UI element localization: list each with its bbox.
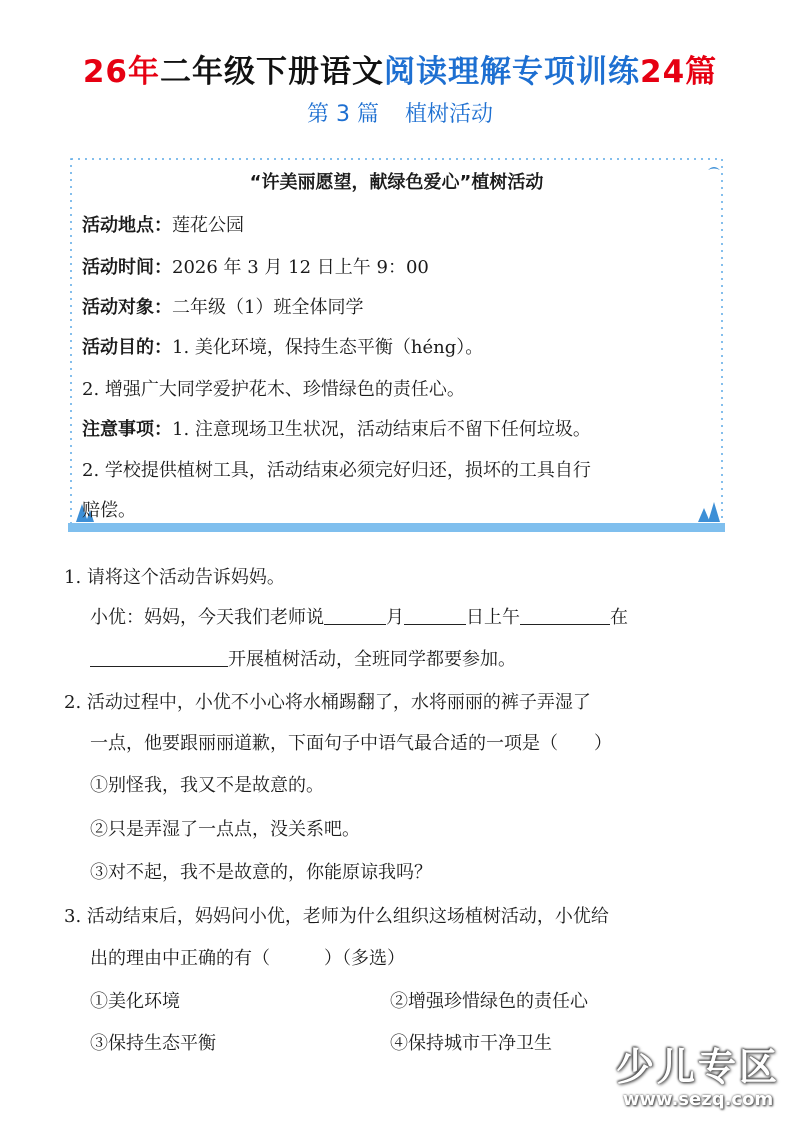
purpose-label: 活动目的： [82, 337, 172, 358]
notes-item-1: 1. 注意现场卫生状况，活动结束后不留下任何垃圾。 [172, 419, 591, 440]
tree-icon-right [698, 502, 720, 522]
lesson-subtitle [0, 97, 800, 128]
purpose-item-2: 2. 增强广大同学爱护花木、珍惜绿色的责任心。 [82, 379, 465, 400]
place-blank[interactable] [90, 648, 228, 667]
notes-item-2-line-2: 赔偿。 [82, 500, 136, 521]
q3-option-2[interactable]: ②增强珍惜绿色的责任心 [390, 991, 588, 1012]
location-label: 活动地点： [82, 215, 172, 236]
watermark-url: www.sezq.com [622, 1089, 774, 1110]
q3-prompt-line-2: 出的理由中正确的有（ ）（多选） [90, 948, 405, 969]
page-title [0, 46, 800, 91]
purpose-item-1: 1. 美化环境，保持生态平衡（héng）。 [172, 337, 484, 358]
q3-option-1[interactable]: ①美化环境 [90, 991, 180, 1012]
time-value: 2026 年 3 月 12 日上午 9：00 [172, 257, 429, 278]
q3-option-4[interactable]: ④保持城市干净卫生 [390, 1033, 552, 1054]
notice-purpose-row [82, 333, 483, 359]
q2-prompt-line-2: 一点，他要跟丽丽道歉，下面句子中语气最合适的一项是（ ） [90, 733, 612, 754]
q2-option-2[interactable]: ②只是弄湿了一点点，没关系吧。 [90, 819, 360, 840]
title-grade: 二年级下册语文 [160, 54, 384, 90]
title-topic: 阅读理解专项训练 [384, 54, 640, 90]
q3-option-3[interactable]: ③保持生态平衡 [90, 1033, 216, 1054]
target-value: 二年级（1）班全体同学 [172, 297, 364, 318]
title-count: 24篇 [640, 54, 718, 90]
time-label: 活动时间： [82, 257, 172, 278]
time-blank[interactable] [520, 606, 610, 625]
notes-item-2-line-1: 2. 学校提供植树工具，活动结束必须完好归还，损坏的工具自行 [82, 460, 591, 481]
lesson-name: 植树活动 [404, 102, 493, 127]
q2-option-1[interactable]: ①别怪我，我又不是故意的。 [90, 775, 324, 796]
lesson-number: 第 3 篇 [307, 102, 379, 127]
notes-label: 注意事项： [82, 419, 172, 440]
month-blank[interactable] [324, 606, 386, 625]
location-value: 莲花公园 [172, 215, 244, 236]
notice-notes-row [82, 415, 591, 441]
notice-target-row [82, 293, 363, 319]
title-year: 26年 [82, 54, 160, 90]
q2-prompt-line-1: 2. 活动过程中，小优不小心将水桶踢翻了，水将丽丽的裤子弄湿了 [64, 692, 591, 713]
q1-text-b: 月 [386, 607, 404, 628]
q2-option-3[interactable]: ③对不起，我不是故意的，你能原谅我吗？ [90, 862, 432, 883]
q1-text-c: 日上午 [466, 607, 520, 628]
notice-location-row [82, 211, 244, 237]
notice-time-row [82, 253, 429, 279]
activity-notice [68, 156, 725, 533]
watermark [616, 1036, 780, 1110]
q1-fill-line-1 [90, 603, 628, 629]
q1-text-e: 开展植树活动，全班同学都要参加。 [228, 649, 516, 670]
watermark-brand: 少儿专区 [615, 1045, 780, 1089]
day-blank[interactable] [404, 606, 466, 625]
q1-text-a: 小优：妈妈，今天我们老师说 [90, 607, 324, 628]
notice-bottom-band [68, 523, 725, 532]
q1-fill-line-2 [90, 645, 516, 671]
q1-text-d: 在 [610, 607, 628, 628]
q1-prompt: 1. 请将这个活动告诉妈妈。 [64, 567, 285, 588]
q3-prompt-line-1: 3. 活动结束后，妈妈问小优，老师为什么组织这场植树活动，小优给 [64, 906, 609, 927]
target-label: 活动对象： [82, 297, 172, 318]
notice-title: “许美丽愿望，献绿色爱心”植树活动 [249, 172, 544, 193]
